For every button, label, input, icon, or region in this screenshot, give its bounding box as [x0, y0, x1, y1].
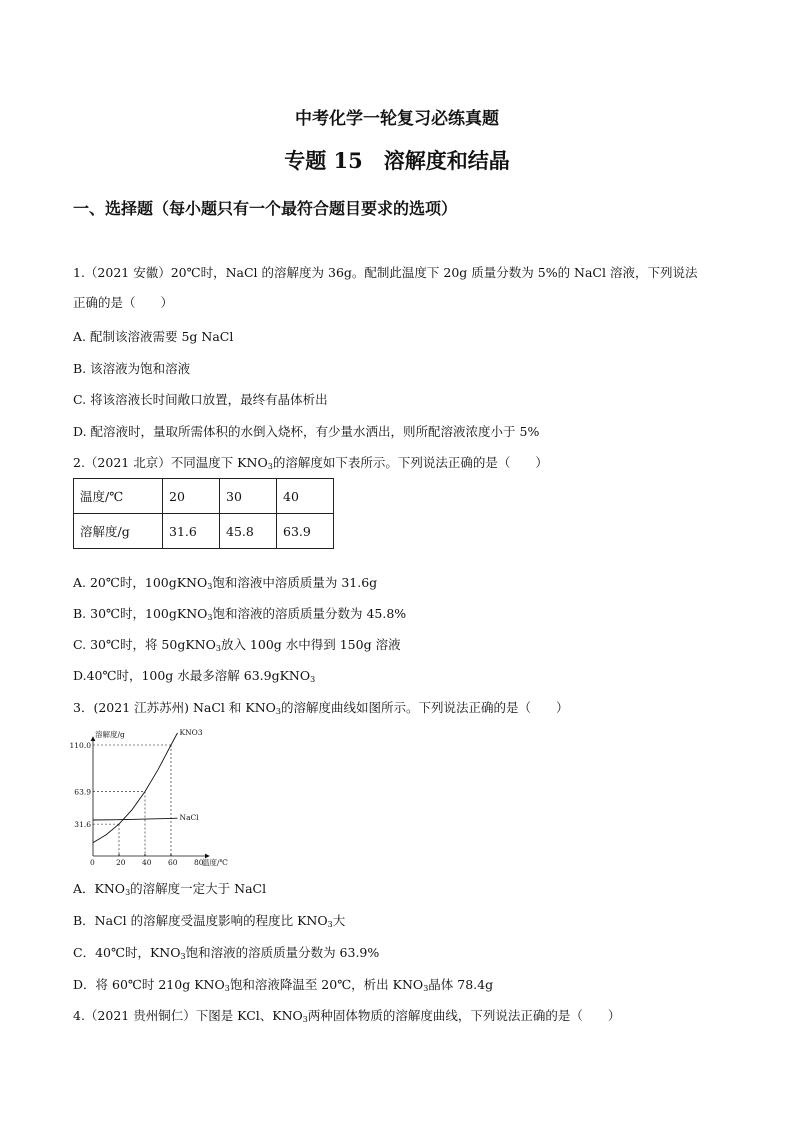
- y-tick-label: 63.9: [74, 787, 91, 797]
- q1-stem-line2: 正确的是（ ）: [73, 295, 174, 310]
- table-cell: 40: [277, 479, 334, 514]
- solubility-table: [73, 478, 334, 549]
- series-label: NaCl: [179, 813, 199, 823]
- doc-subtitle: 专题 15 溶解度和结晶: [284, 148, 510, 173]
- q2-option-d: D.40℃时，100g 水最多溶解 63.9gKNO$_3$: [73, 668, 316, 684]
- q1-option-c: C. 将该溶液长时间敞口放置，最终有晶体析出: [73, 392, 328, 407]
- section-heading: 一、选择题（每小题只有一个最符合题目要求的选项）: [73, 199, 458, 218]
- q1-option-a: A. 配制该溶液需要 5g NaCl: [73, 329, 234, 344]
- q1-stem-line1: 1.（2021 安徽）20℃时，NaCl 的溶解度为 36g。配制此温度下 20g 质量分数为 5%的 NaCl 溶液，下列说法: [73, 265, 698, 280]
- x-tick-label: 40: [142, 858, 152, 867]
- q3-option-a: A．$KNO_3$的溶解度一定大于 NaCl: [73, 881, 267, 897]
- table-cell: 63.9: [277, 514, 334, 549]
- y-tick-label: 110.0: [69, 741, 91, 750]
- q2-option-a: A. 20℃时，100gKNO$_3$饱和溶液中溶质质量为 31.6g: [73, 575, 378, 591]
- q2-option-b: B. 30℃时，100gKNO$_3$饱和溶液的溶质质量分数为 45.8%: [73, 606, 407, 622]
- q1-option-b: B. 该溶液为饱和溶液: [73, 361, 191, 376]
- y-tick-label: 31.6: [74, 820, 91, 830]
- solubility-curve-chart: [69, 727, 243, 867]
- y-axis-label: 溶解度/g: [95, 730, 125, 739]
- x-tick-label: 0: [90, 858, 95, 867]
- table-cell: 温度/℃: [74, 479, 163, 514]
- q2-stem: 2.（2021 北京）不同温度下 $KNO_3$的溶解度如下表所示。下列说法正确的是（ ）: [73, 455, 548, 471]
- series-line-0: [93, 733, 178, 843]
- x-tick-label: 20: [116, 858, 126, 867]
- x-axis-label: 温度/℃: [202, 858, 228, 867]
- table-cell: 20: [163, 479, 220, 514]
- x-tick-label: 60: [168, 858, 178, 867]
- q1-option-d: D. 配溶液时，量取所需体积的水倒入烧杯，有少量水洒出，则所配溶液浓度小于 5%: [73, 424, 540, 439]
- q4-stem: 4.（2021 贵州铜仁）下图是 KCl、$KNO_3$两种固体物质的溶解度曲线，下列说法正确的是（ ）: [73, 1008, 621, 1024]
- x-tick-label: 80: [194, 858, 204, 867]
- table-cell: 溶解度/g: [74, 514, 163, 549]
- q3-stem: 3．(2021 江苏苏州) NaCl 和 $KNO_3$的溶解度曲线如图所示。下列说法正确的是（ ）: [73, 700, 569, 716]
- q3-option-c: C．40℃时，$KNO_3$饱和溶液的溶质质量分数为 63.9%: [73, 945, 380, 961]
- table-cell: 45.8: [220, 514, 277, 549]
- table-row: [74, 514, 334, 549]
- q3-option-b: B．NaCl 的溶解度受温度影响的程度比 $KNO_3$大: [73, 913, 346, 929]
- doc-title: 中考化学一轮复习必练真题: [295, 109, 499, 129]
- q2-option-c: C. 30℃时，将 50gKNO$_3$放入 100g 水中得到 150g 溶液: [73, 637, 401, 653]
- table-cell: 30: [220, 479, 277, 514]
- series-line-1: [93, 818, 178, 820]
- series-label: KNO3: [179, 727, 203, 737]
- table-cell: 31.6: [163, 514, 220, 549]
- q3-option-d: D．将 60℃时 210g $KNO_3$饱和溶液降温至 20℃，析出 $KNO_3$晶体 78.4g: [73, 977, 494, 993]
- table-row: [74, 479, 334, 514]
